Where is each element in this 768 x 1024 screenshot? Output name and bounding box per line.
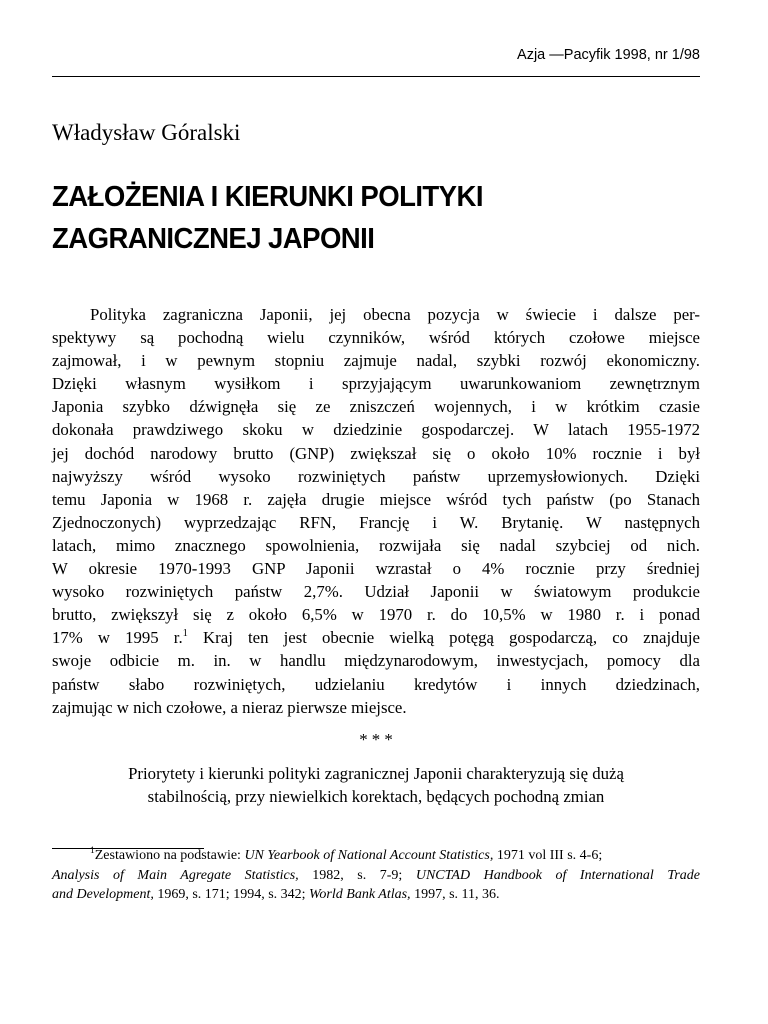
second-paragraph: [52, 762, 700, 808]
footnote-text: Zestawiono na podstawie:: [94, 848, 245, 863]
paragraph-line: brutto, zwiększył się z około 6,5% w 1970 r. do 10,5% w 1980 r. i ponad: [52, 605, 700, 625]
footnote-line: [52, 846, 700, 866]
footnote-line: [52, 866, 700, 886]
journal-citation: Azja —Pacyfik 1998, nr 1/98: [517, 47, 700, 63]
footnote: [52, 846, 700, 905]
paragraph-line-with-footnote: [52, 626, 700, 649]
footnote-source-title: Analysis of Main Agregate Statistics,: [52, 867, 299, 883]
running-header: [52, 44, 700, 66]
footnote-reference[interactable]: 1: [182, 628, 188, 640]
section-separator: * * *: [359, 730, 393, 749]
paragraph-line: wysoko rozwiniętych państw 2,7%. Udział Japonii w światowym produkcie: [52, 582, 700, 602]
paragraph-line: zajmując w nich czołowe, a nieraz pierwsze miejsce.: [52, 697, 407, 717]
title-line: ZAGRANICZNEJ JAPONII: [52, 223, 375, 255]
footnote-text: 1982, s. 7-9;: [298, 867, 416, 883]
paragraph-line: W okresie 1970-1993 GNP Japonii wzrastał o 4% rocznie przy średniej: [52, 559, 700, 579]
footnote-number: 1: [90, 846, 95, 856]
footnote-text: 1969, s. 171; 1994, s. 342;: [153, 887, 310, 902]
paragraph-line: państw słabo rozwiniętych, udzielaniu kredytów i innych dziedzinach,: [52, 674, 700, 694]
paragraph-line: spektywy są pochodną wielu czynników, wśród których czołowe miejsce: [52, 328, 700, 348]
article-title: [52, 176, 679, 260]
line-text: Kraj ten jest obecnie wielką potęgą gospodarczą, co znajduje: [187, 628, 701, 648]
paragraph-line: Japonia szybko dźwignęła się ze zniszczeń wojennych, i w krótkim czasie: [52, 397, 700, 417]
header-rule: [52, 76, 700, 77]
footnote-source-title: UNCTAD Handbook of International Trade: [415, 867, 701, 883]
paragraph-line: Priorytety i kierunki polityki zagranicznej Japonii charakteryzują się dużą: [128, 764, 624, 783]
paragraph-line: Polityka zagraniczna Japonii, jej obecna pozycja w świecie i dalsze per-: [90, 305, 700, 324]
footnote-source-title: World Bank Atlas,: [309, 887, 411, 902]
footnote-source-title: UN Yearbook of National Account Statistics,: [244, 848, 494, 863]
paragraph-line: latach, mimo znacznego spowolnienia, rozwijała się nadal szybciej od nich.: [52, 535, 700, 555]
paragraph-line: najwyższy wśród wysoko rozwiniętych państw uprzemysłowionych. Dzięki: [52, 466, 700, 486]
paragraph-line: dokonała prawdziwego skoku w dziedzinie gospodarczej. W latach 1955-1972: [52, 420, 700, 440]
footnote-text: 1971 vol III s. 4-6;: [493, 848, 603, 863]
paragraph-line: Zjednoczonych) wyprzedzając RFN, Francję i W. Brytanię. W następnych: [52, 512, 700, 532]
paragraph-line: jej dochód narodowy brutto (GNP) zwiększał się o około 10% rocznie i był: [52, 443, 700, 463]
paragraph-line: Dzięki własnym wysiłkom i sprzyjającym uwarunkowaniom zewnętrznym: [52, 374, 700, 394]
paragraph-line: zajmował, i w pewnym stopniu zajmuje nadal, szybki rozwój ekonomiczny.: [52, 351, 700, 371]
paragraph-line: temu Japonia w 1968 r. zajęła drugie miejsce wśród tych państw (po Stanach: [52, 489, 700, 509]
author-name: Władysław Góralski: [52, 120, 241, 145]
footnote-text: 1997, s. 11, 36.: [410, 887, 500, 902]
title-line: ZAŁOŻENIA I KIERUNKI POLITYKI: [52, 181, 483, 213]
paragraph-line: stabilnością, przy niewielkich korektach, będących pochodną zmian: [147, 787, 605, 807]
footnote-source-title: and Development,: [52, 887, 154, 902]
footnote-line: [52, 885, 700, 905]
intro-paragraph: [52, 303, 700, 719]
line-text: 17% w 1995 r.: [52, 628, 183, 648]
paragraph-line: swoje odbicie m. in. w handlu międzynarodowym, inwestycjach, pomocy dla: [52, 651, 700, 671]
